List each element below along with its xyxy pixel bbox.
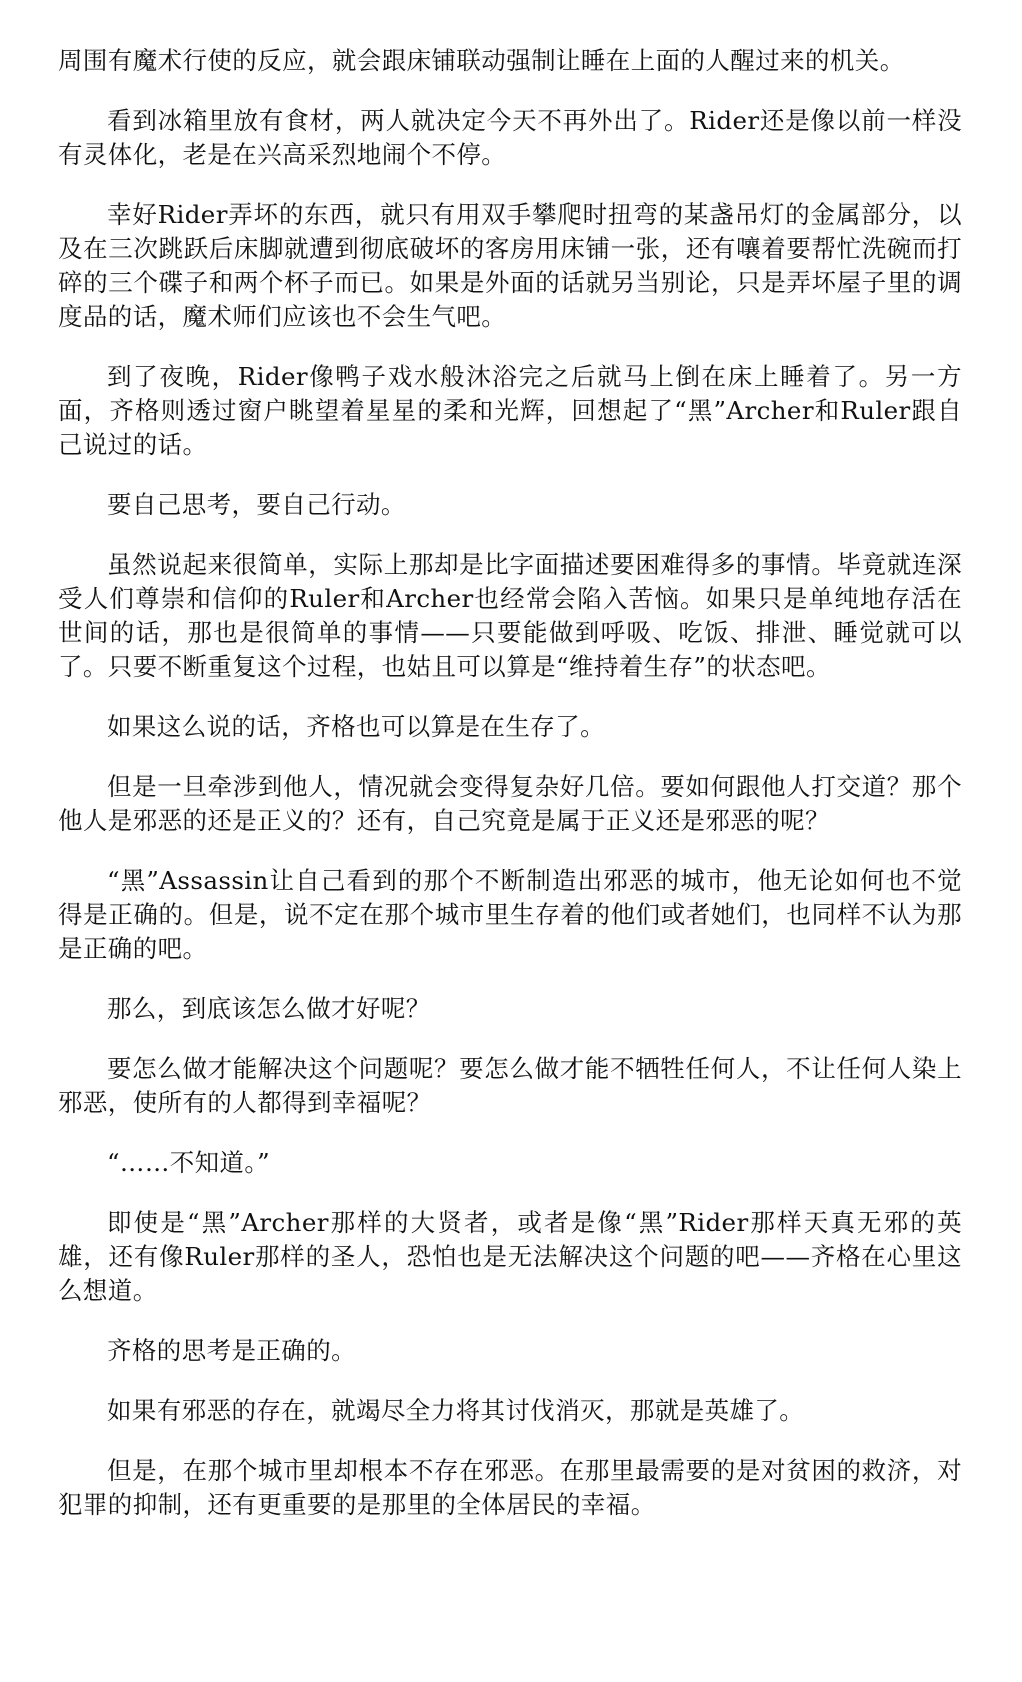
body-paragraph: “黑”Assassin让自己看到的那个不断制造出邪恶的城市，他无论如何也不觉得是正确的。但是，说不定在那个城市里生存着的他们或者她们，也同样不认为那是正确的吧。 bbox=[58, 866, 962, 963]
body-paragraph: 齐格的思考是正确的。 bbox=[107, 1336, 356, 1365]
body-paragraph: “……不知道。” bbox=[107, 1148, 270, 1177]
body-paragraph: 幸好Rider弄坏的东西，就只有用双手攀爬时扭弯的某盏吊灯的金属部分，以及在三次跳跃后床脚就遭到彻底破坏的客房用床铺一张，还有嚷着要帮忙洗碗而打碎的三个碟子和两个杯子而已。如果是外面的话就另当别论，只是弄坏屋子里的调度品的话，魔术师们应该也不会生气吧。 bbox=[58, 200, 962, 331]
body-paragraph: 周围有魔术行使的反应，就会跟床铺联动强制让睡在上面的人醒过来的机关。 bbox=[58, 46, 905, 75]
body-paragraph: 看到冰箱里放有食材，两人就决定今天不再外出了。Rider还是像以前一样没有灵体化，老是在兴高采烈地闹个不停。 bbox=[58, 106, 962, 169]
body-paragraph: 即使是“黑”Archer那样的大贤者，或者是像“黑”Rider那样天真无邪的英雄，还有像Ruler那样的圣人，恐怕也是无法解决这个问题的吧——齐格在心里这么想道。 bbox=[58, 1208, 962, 1305]
body-paragraph: 如果有邪恶的存在，就竭尽全力将其讨伐消灭，那就是英雄了。 bbox=[107, 1396, 805, 1425]
body-paragraph: 那么，到底该怎么做才好呢？ bbox=[107, 994, 431, 1023]
body-paragraph: 但是，在那个城市里却根本不存在邪恶。在那里最需要的是对贫困的救济，对犯罪的抑制，还有更重要的是那里的全体居民的幸福。 bbox=[58, 1456, 962, 1519]
body-paragraph: 虽然说起来很简单，实际上那却是比字面描述要困难得多的事情。毕竟就连深受人们尊崇和信仰的Ruler和Archer也经常会陷入苦恼。如果只是单纯地存活在世间的话，那也是很简单的事情——只要能做到呼吸、吃饭、排泄、睡觉就可以了。只要不断重复这个过程，也姑且可以算是“维持着生存”的状态吧。 bbox=[58, 550, 962, 681]
document-body bbox=[58, 44, 962, 1522]
body-paragraph: 但是一旦牵涉到他人，情况就会变得复杂好几倍。要如何跟他人打交道？那个他人是邪恶的还是正义的？还有，自己究竟是属于正义还是邪恶的呢？ bbox=[58, 772, 962, 835]
body-paragraph: 到了夜晚，Rider像鸭子戏水般沐浴完之后就马上倒在床上睡着了。另一方面，齐格则透过窗户眺望着星星的柔和光辉，回想起了“黑”Archer和Ruler跟自己说过的话。 bbox=[58, 362, 962, 459]
body-paragraph: 如果这么说的话，齐格也可以算是在生存了。 bbox=[107, 712, 605, 741]
body-paragraph: 要怎么做才能解决这个问题呢？要怎么做才能不牺牲任何人，不让任何人染上邪恶，使所有的人都得到幸福呢？ bbox=[58, 1054, 962, 1117]
body-paragraph: 要自己思考，要自己行动。 bbox=[107, 490, 406, 519]
